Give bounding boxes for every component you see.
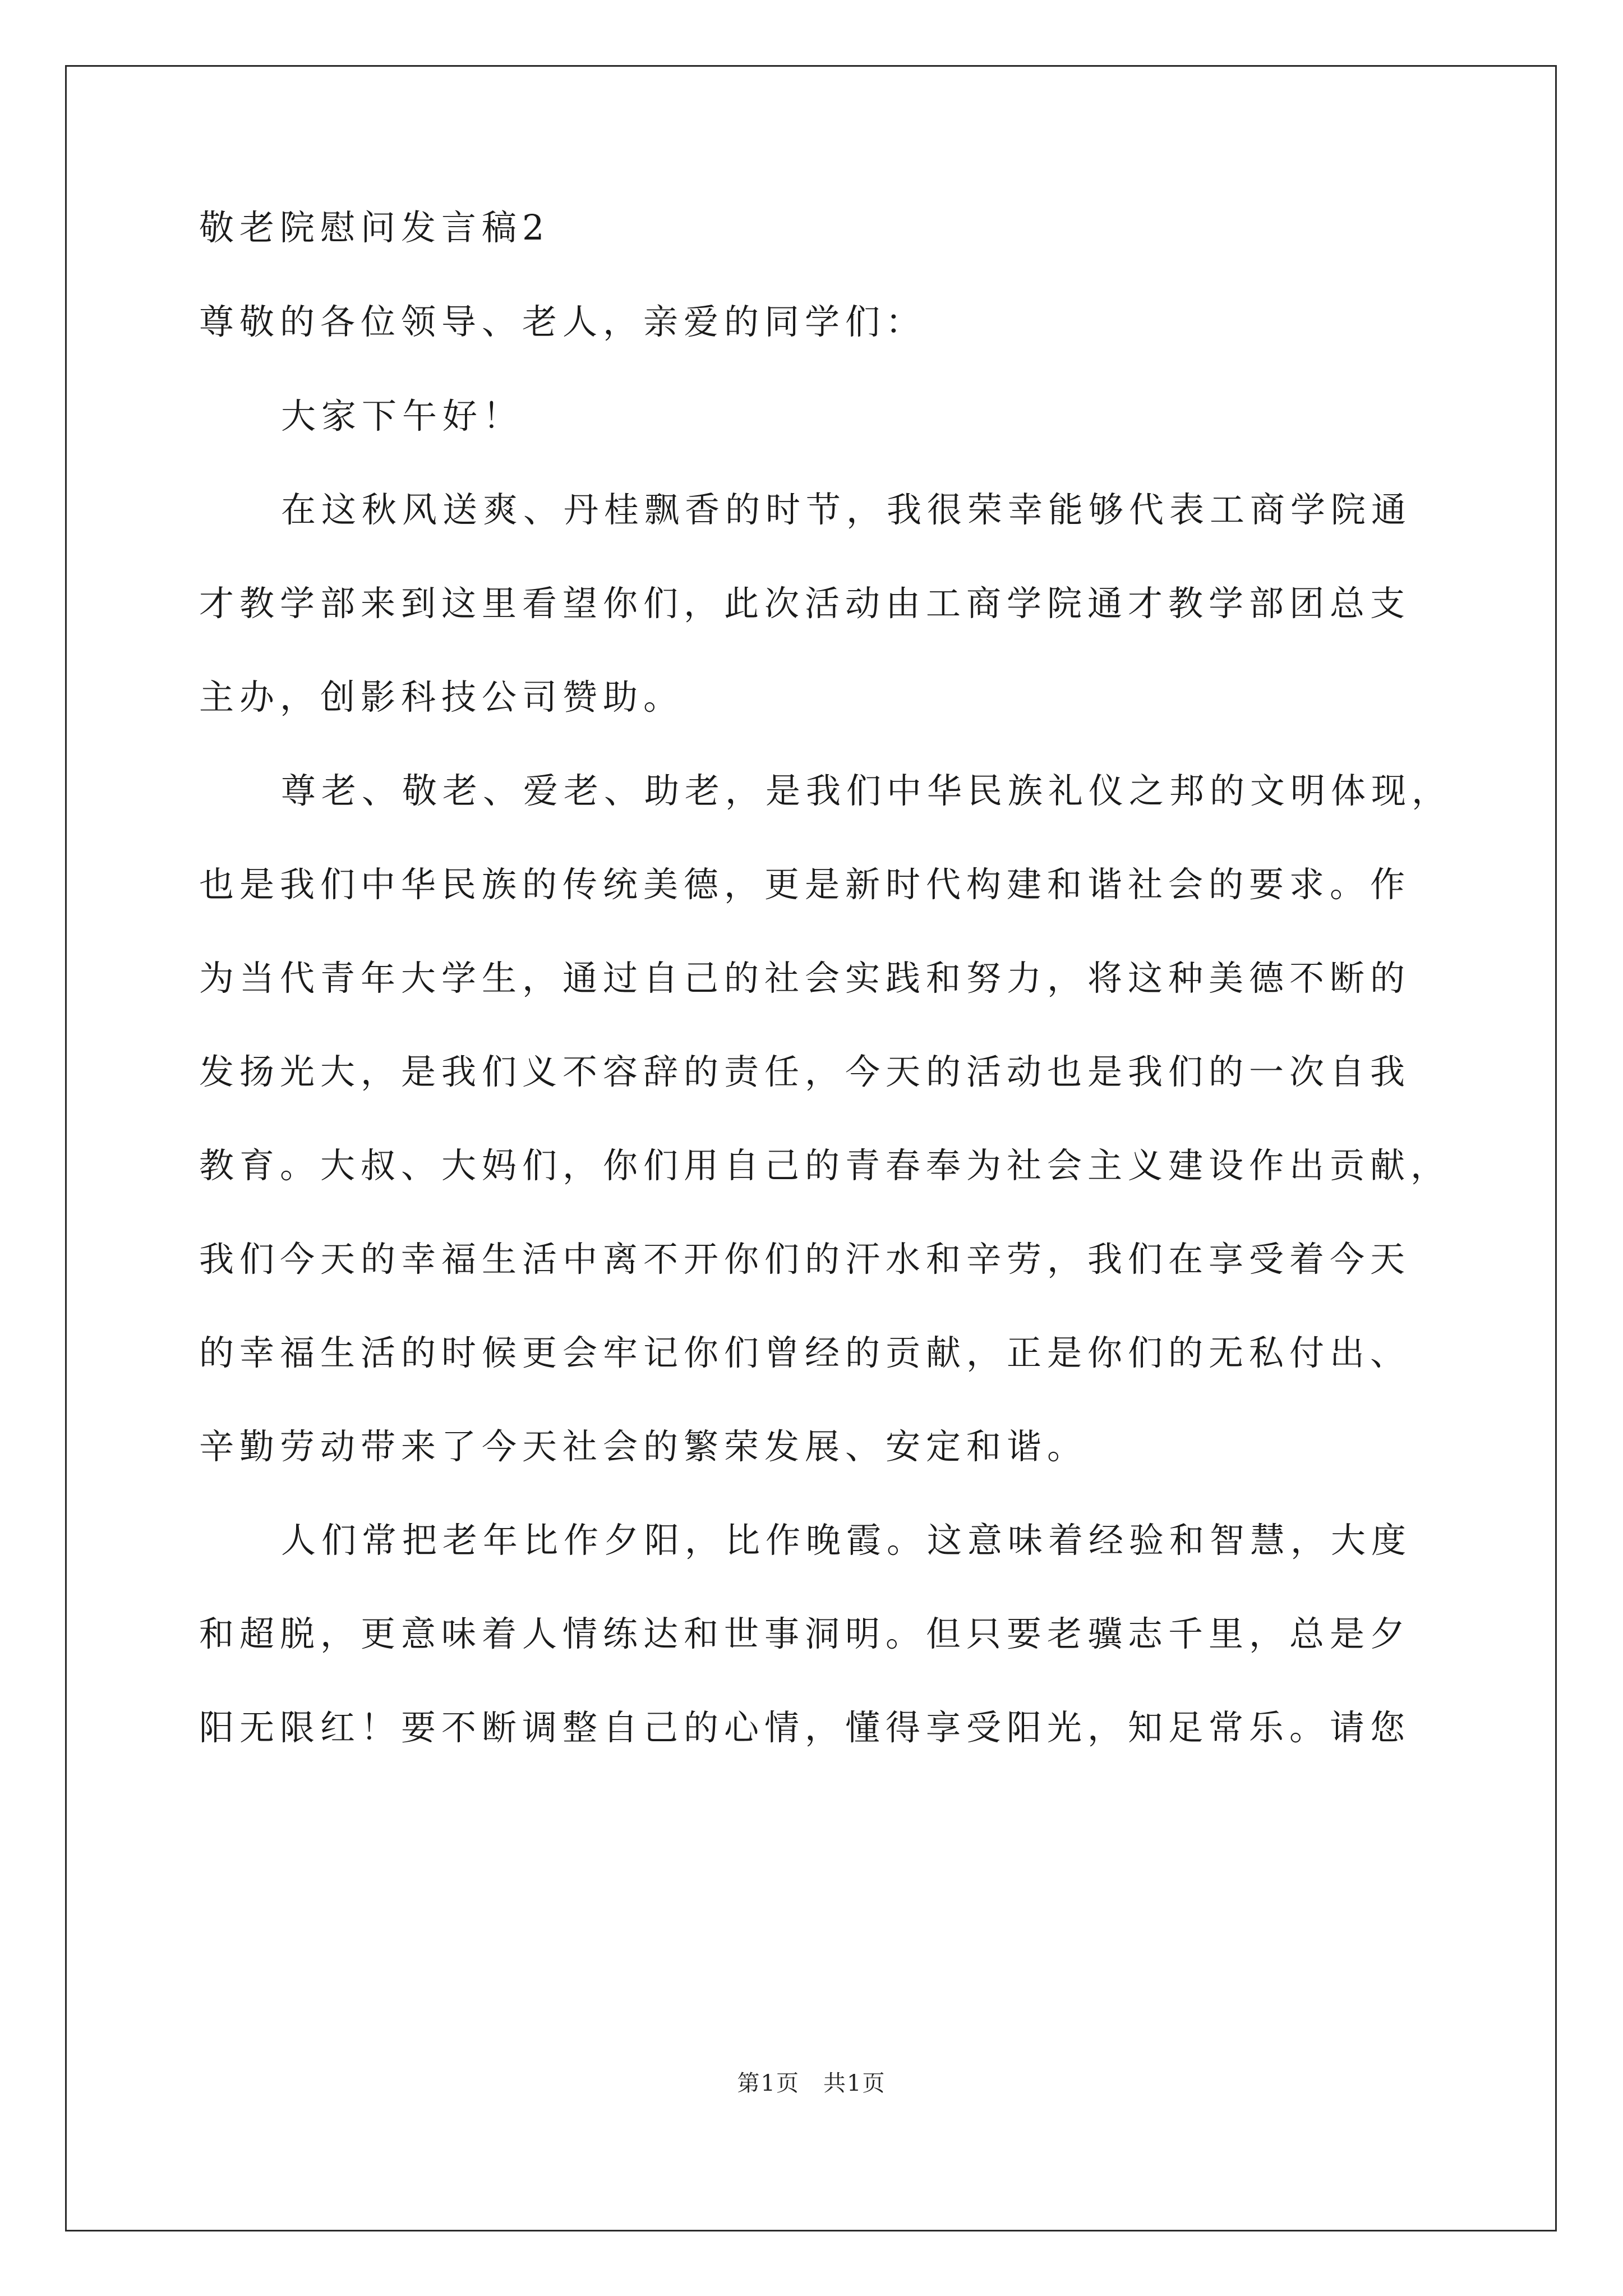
paragraph-line: 阳无限红！要不断调整自己的心情，懂得享受阳光，知足常乐。请您 xyxy=(199,1707,1411,1748)
document-title: 敬老院慰问发言稿2 xyxy=(199,207,550,248)
paragraph-line: 尊老、敬老、爱老、助老，是我们中华民族礼仪之邦的文明体现， xyxy=(281,770,1453,811)
paragraph-line: 我们今天的幸福生活中离不开你们的汗水和辛劳，我们在享受着今天 xyxy=(199,1239,1411,1280)
paragraph-line: 也是我们中华民族的传统美德，更是新时代构建和谐社会的要求。作 xyxy=(199,864,1411,905)
paragraph-line: 的幸福生活的时候更会牢记你们曾经的贡献，正是你们的无私付出、 xyxy=(199,1332,1411,1373)
page-footer: 第1页 共1页 xyxy=(737,2070,886,2096)
salutation: 尊敬的各位领导、老人，亲爱的同学们： xyxy=(199,301,926,342)
document-body xyxy=(199,207,1453,1801)
paragraph-line: 发扬光大，是我们义不容辞的责任，今天的活动也是我们的一次自我 xyxy=(199,1051,1411,1092)
paragraph-line: 人们常把老年比作夕阳，比作晚霞。这意味着经验和智慧，大度 xyxy=(281,1520,1412,1561)
paragraph-line: 教育。大叔、大妈们，你们用自己的青春奉为社会主义建设作出贡献， xyxy=(199,1145,1451,1186)
paragraph-line: 主办，创影科技公司赞助。 xyxy=(199,677,684,717)
paragraph-line: 和超脱，更意味着人情练达和世事洞明。但只要老骥志千里，总是夕 xyxy=(199,1613,1411,1654)
paragraph-line: 才教学部来到这里看望你们，此次活动由工商学院通才教学部团总支 xyxy=(199,583,1411,624)
paragraph-line: 在这秋风送爽、丹桂飘香的时节，我很荣幸能够代表工商学院通 xyxy=(281,489,1412,530)
greeting-line: 大家下午好！ xyxy=(281,395,524,436)
paragraph-line: 为当代青年大学生，通过自己的社会实践和努力，将这种美德不断的 xyxy=(199,958,1411,999)
paragraph-line: 辛勤劳动带来了今天社会的繁荣发展、安定和谐。 xyxy=(199,1426,1088,1467)
